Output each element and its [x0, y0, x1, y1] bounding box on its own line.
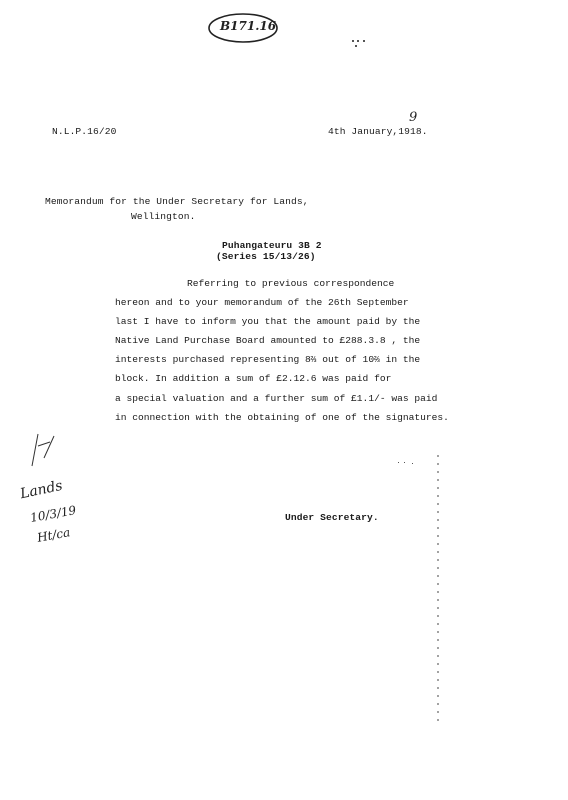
handwritten-note: Lands [18, 477, 65, 503]
speck [398, 462, 399, 463]
handwritten-note: 10/3/19 [29, 503, 78, 525]
speck [352, 40, 354, 42]
memo-date: 4th January,1918. [328, 126, 428, 137]
body-line: in connection with the obtaining of one of the signatures. [115, 412, 449, 423]
memo-addressee: Memorandum for the Under Secretary for Lands, [45, 196, 309, 207]
speck [412, 463, 413, 464]
body-line: hereon and to your memorandum of the 26th September [115, 297, 409, 308]
subject-block: Puhangateuru 3B 2 [222, 240, 322, 251]
speck [357, 40, 359, 42]
body-line: block. In addition a sum of £2.12.6 was paid for [115, 373, 392, 384]
memo-place: Wellington. [131, 211, 196, 222]
margin-scribble [28, 428, 58, 470]
speck [404, 462, 405, 463]
handwritten-note: Ht/ca [36, 525, 72, 545]
speck [363, 40, 365, 42]
reference-number: N.L.P.16/20 [52, 126, 117, 137]
speck [355, 45, 357, 47]
subject-series: (Series 15/13/26) [216, 251, 316, 262]
signature-line: Under Secretary. [285, 512, 379, 523]
stamp-number: B171.16 [220, 19, 277, 33]
body-line: last I have to inform you that the amount paid by the [115, 316, 421, 327]
date-correction: 9 [409, 110, 418, 125]
body-line: Referring to previous correspondence [187, 278, 395, 289]
body-line: interests purchased representing 8⅔ out of 10⅔ in the [115, 354, 421, 365]
body-line: Native Land Purchase Board amounted to £288.3.8 , the [115, 335, 421, 346]
edge-marks [436, 455, 440, 725]
body-line: a special valuation and a further sum of £1.1/- was paid [115, 393, 438, 404]
